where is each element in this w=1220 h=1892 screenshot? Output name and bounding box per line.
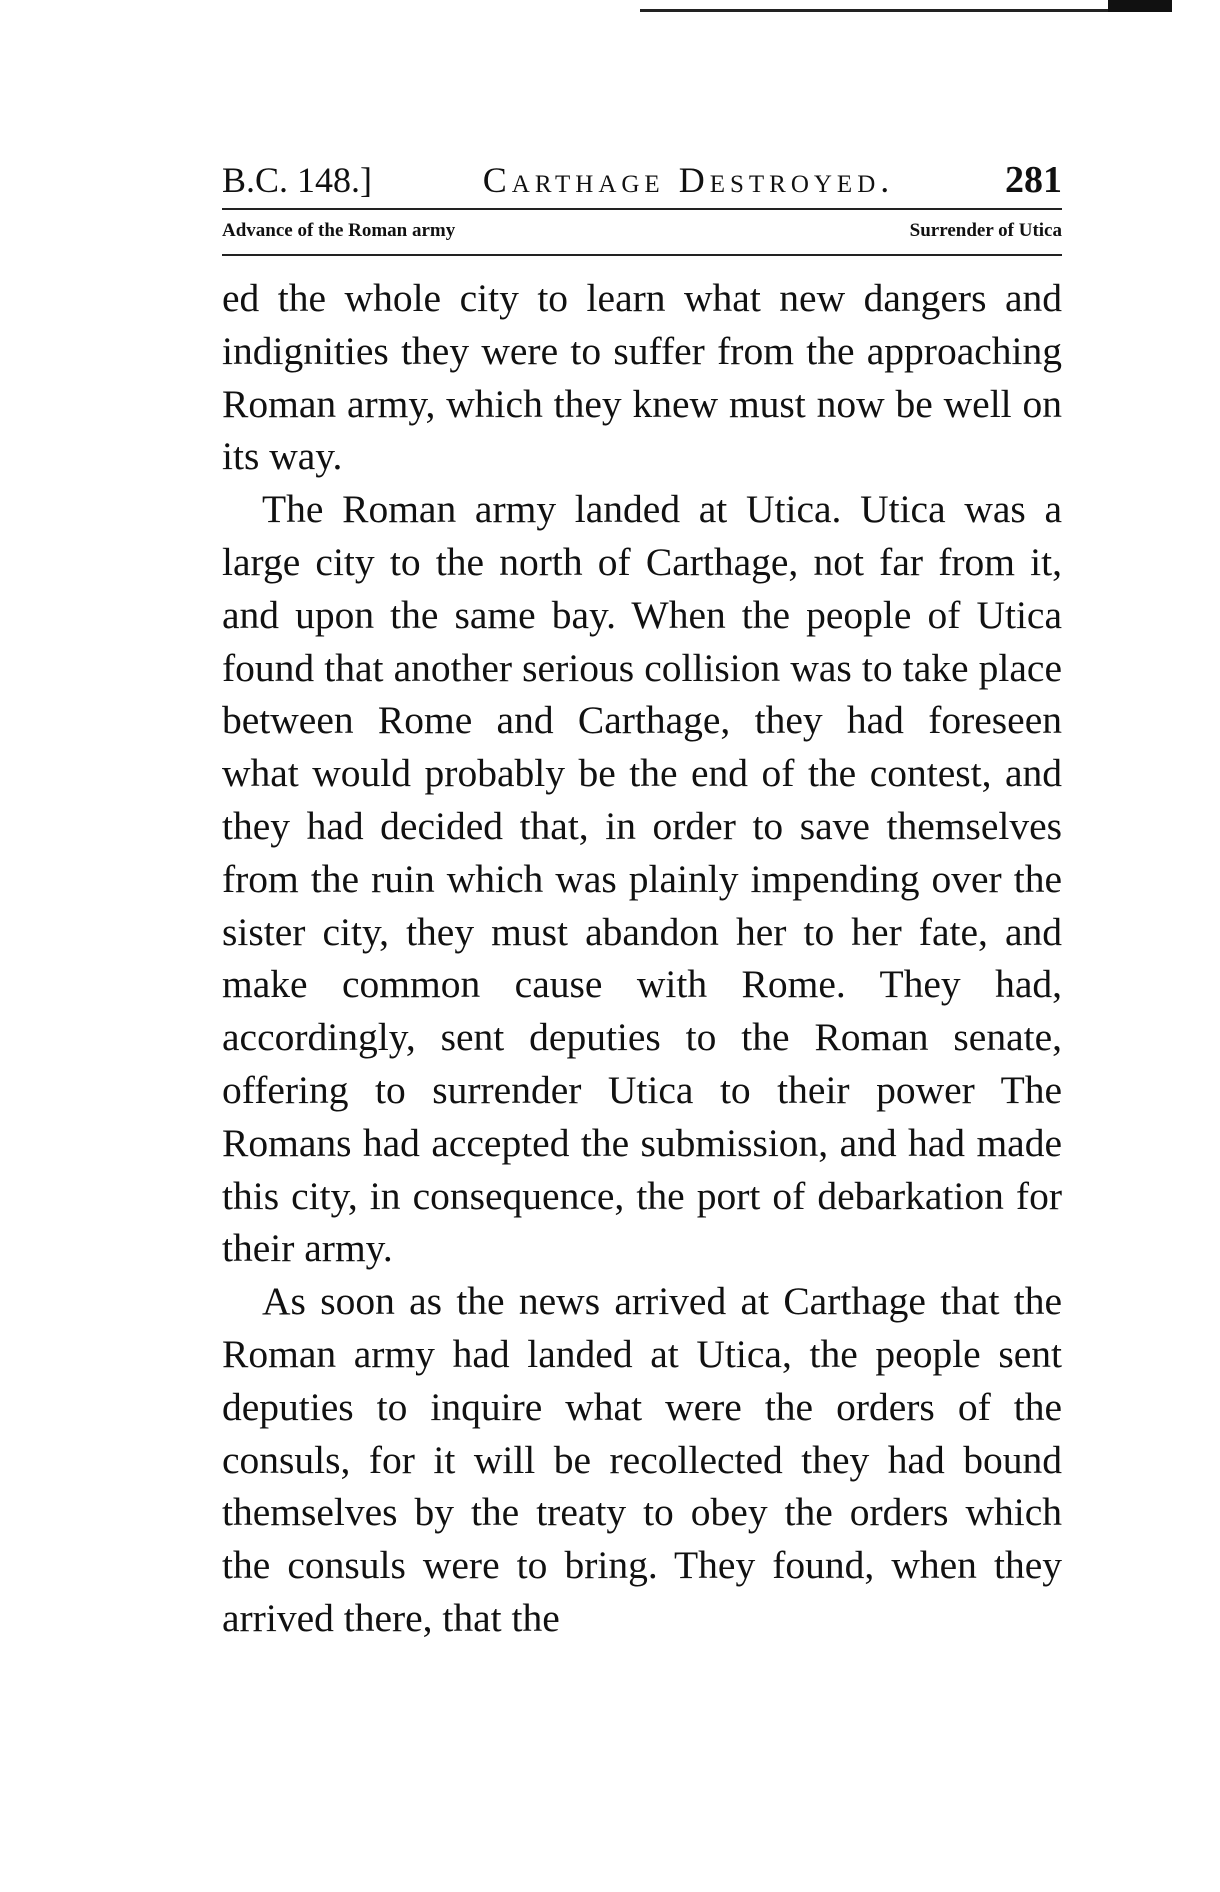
body-text bbox=[222, 272, 1062, 1645]
top-edge-rule-heavy bbox=[1108, 0, 1172, 12]
paragraph: As soon as the news arrived at Carthage that the Roman army had landed at Utica, the people sent deputies to inquire what were the orders of the consuls, for it will be recollected they had bound themselves by the treaty to obey the orders which the consuls were to bring. They found, when they arrived there, that the bbox=[222, 1279, 1062, 1640]
paragraph: The Roman army landed at Utica. Utica was a large city to the north of Carthage, not far from it, and upon the same bay. When the people of Utica found that another serious collision was to take place between Rome and Carthage, they had foreseen what would probably be the end of the contest, and they had decided that, in order to save themselves from the ruin which was plainly impending over the sister city, they must abandon her to her fate, and make common cause with Rome. They had, accordingly, sent deputies to the Roman senate, offering to surrender Utica to their power The Romans had accepted the submission, and had made this city, in consequence, the port of debarkation for their army. bbox=[222, 487, 1062, 1271]
top-edge-rule bbox=[640, 0, 1172, 12]
book-page bbox=[222, 160, 1062, 1645]
page-number: 281 bbox=[1004, 159, 1062, 201]
subheader-right: Surrender of Utica bbox=[909, 220, 1062, 241]
running-head-date: B.C. 148.] bbox=[222, 160, 373, 200]
running-head bbox=[222, 160, 1062, 210]
running-head-title: Carthage Destroyed. bbox=[482, 160, 895, 200]
paragraph-continued: ed the whole city to learn what new dangers and indignities they were to suffer from the approaching Roman army, which they knew must now be well on its way. bbox=[222, 276, 1062, 479]
subheader-left: Advance of the Roman army bbox=[222, 220, 456, 241]
section-subheader bbox=[222, 210, 1062, 256]
